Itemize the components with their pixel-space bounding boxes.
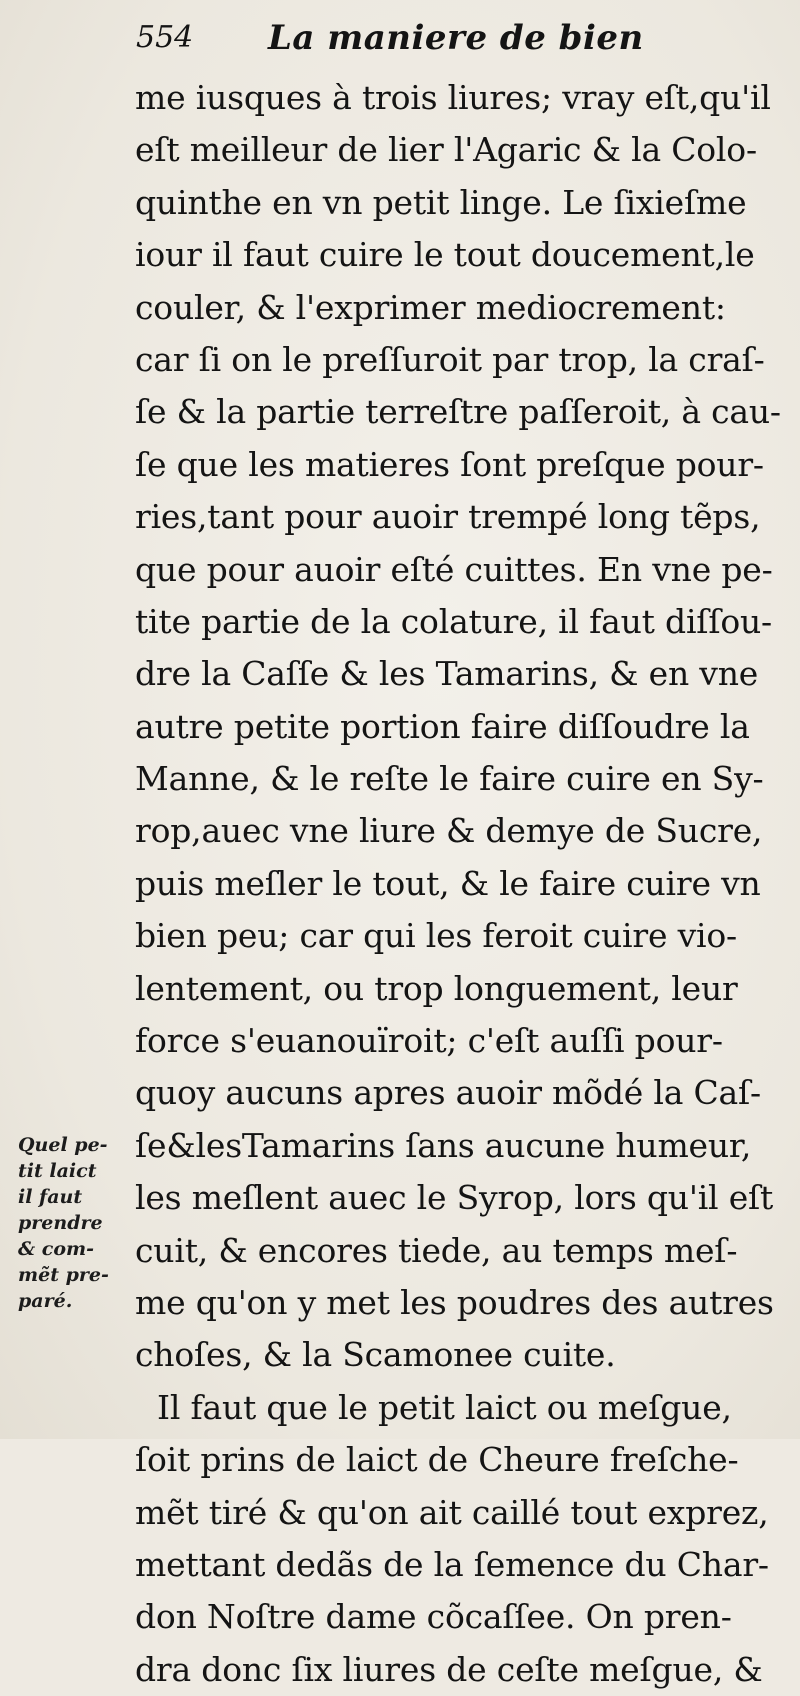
text-line: me iusques à trois liures; vray eſt,qu'il: [135, 78, 771, 117]
text-line: quinthe en vn petit linge. Le ſixieſme: [135, 182, 747, 222]
text-line: force s'euanouïroit; c'eſt auſſi pour-: [135, 1021, 723, 1061]
text-line: ries,tant pour auoir trempé long tẽps,: [135, 497, 761, 537]
text-line: que pour auoir eſté cuittes. En vne pe-: [135, 549, 773, 589]
text-line: couler, & l'exprimer mediocrement:: [135, 287, 726, 327]
text-line: dre la Caſſe & les Tamarins, & en vne: [135, 654, 759, 694]
text-line: autre petite portion faire diſſoudre la: [135, 706, 750, 746]
text-line: car ſi on le preſſuroit par trop, la craſ-: [135, 339, 765, 379]
text-line: ſe que les matieres ſont preſque pour-: [135, 444, 764, 484]
text-line: choſes, & la Scamonee cuite.: [135, 1335, 616, 1375]
marginal-note-line: prendre: [18, 1212, 103, 1234]
text-line: eſt meilleur de lier l'Agaric & la Colo-: [135, 130, 757, 170]
marginal-note-line: il faut: [18, 1186, 83, 1208]
text-line: quoy aucuns apres auoir mõdé la Caſ-: [135, 1073, 761, 1113]
text-line: ſe&lesTamarins ſans aucune humeur,: [135, 1125, 752, 1165]
text-line: mẽt tiré & qu'on ait caillé tout exprez,: [135, 1492, 769, 1532]
page-number: 554: [136, 20, 194, 55]
text-line: bien peu; car qui les feroit cuire vio-: [135, 916, 738, 956]
text-line: ſoit prins de laict de Cheure freſche-: [135, 1440, 739, 1480]
text-line: mettant dedãs de la ſemence du Char-: [135, 1544, 769, 1584]
page-header: [128, 18, 768, 62]
marginal-note-line: mẽt pre-: [18, 1264, 109, 1286]
text-line: puis meſler le tout, & le faire cuire vn: [135, 863, 761, 903]
text-line: les meſlent auec le Syrop, lors qu'il eſt: [135, 1178, 774, 1218]
text-line: tite partie de la colature, il faut diſſou-: [135, 601, 773, 641]
running-title: La maniere de bien: [268, 18, 644, 58]
text-line: lentement, ou trop longuement, leur: [135, 968, 738, 1008]
marginal-note-line: & com-: [18, 1238, 94, 1260]
marginal-note-line: paré.: [18, 1290, 73, 1312]
text-line: rop,auec vne liure & demye de Sucre,: [135, 811, 763, 851]
text-line: iour il faut cuire le tout doucement,le: [135, 235, 755, 275]
text-line: ſe & la partie terreſtre paſſeroit, à cau-: [135, 392, 781, 432]
text-line: cuit, & encores tiede, au temps meſ-: [135, 1230, 738, 1270]
text-line: me qu'on y met les poudres des autres: [135, 1282, 774, 1322]
text-line-paragraph-start: Il faut que le petit laict ou meſgue,: [157, 1387, 732, 1427]
text-line: don Noſtre dame cõcaſſee. On pren-: [135, 1597, 732, 1637]
marginal-note: [18, 1132, 118, 1314]
marginal-note-line: tit laict: [18, 1160, 97, 1182]
marginal-note-line: Quel pe-: [18, 1134, 108, 1156]
body-text: [135, 72, 785, 1696]
text-line: Manne, & le reſte le faire cuire en Sy-: [135, 759, 764, 799]
text-line: dra donc ſix liures de ceſte meſgue, &: [135, 1649, 763, 1689]
